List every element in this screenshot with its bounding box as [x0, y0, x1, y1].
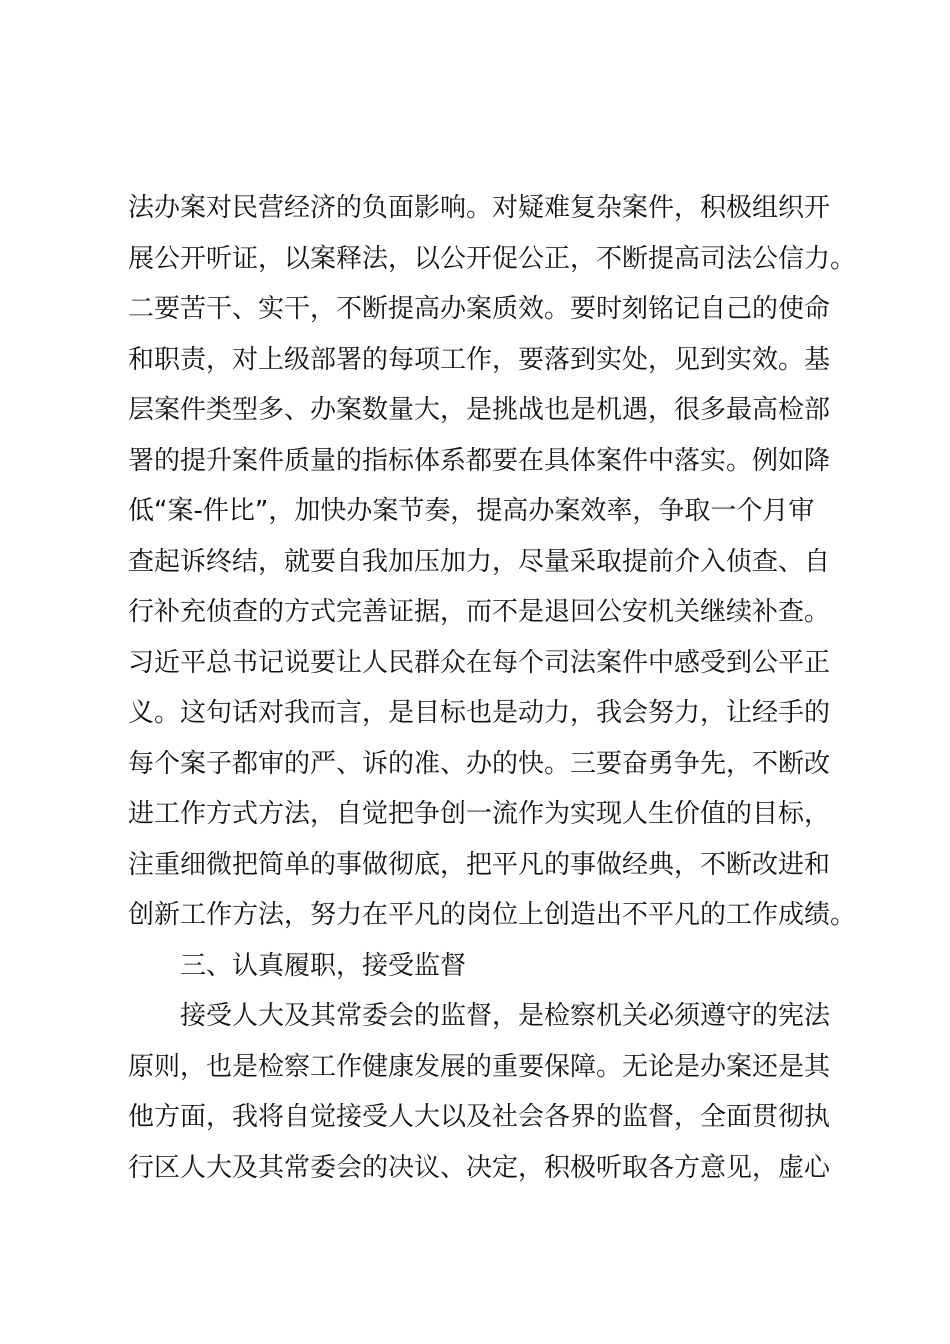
text-line: 注重细微把简单的事做彻底，把平凡的事做经典，不断改进和 [128, 849, 831, 880]
text-line: 行区人大及其常委会的决议、决定，积极听取各方意见，虚心 [128, 1152, 831, 1183]
paragraph-first-line: 接受人大及其常委会的监督，是检察机关必须遵守的宪法 [180, 1001, 831, 1031]
text-line: 义。这句话对我而言，是目标也是动力，我会努力，让经手的 [128, 698, 831, 728]
text-line: 每个案子都审的严、诉的准、办的快。三要奋勇争先，不断改 [128, 748, 831, 779]
text-line: 署的提升案件质量的指标体系都要在具体案件中落实。例如降 [128, 445, 831, 476]
text-line: 法办案对民营经济的负面影响。对疑难复杂案件，积极组织开 [128, 193, 831, 223]
text-line: 原则，也是检察工作健康发展的重要保障。无论是办案还是其 [128, 1051, 831, 1082]
text-line: 低“案-件比”，加快办案节奏，提高办案效率，争取一个月审 [128, 496, 815, 526]
text-line: 查起诉终结，就要自我加压加力，尽量采取提前介入侦查、自 [128, 546, 831, 577]
section-heading: 三、认真履职，接受监督 [180, 950, 467, 981]
text-line: 层案件类型多、办案数量大，是挑战也是机遇，很多最高检部 [128, 395, 831, 425]
text-line: 行补充侦查的方式完善证据，而不是退回公安机关继续补查。 [128, 597, 831, 627]
text-line: 和职责，对上级部署的每项工作，要落到实处，见到实效。基 [128, 344, 831, 375]
text-line: 创新工作方法，努力在平凡的岗位上创造出不平凡的工作成绩。 [128, 900, 857, 930]
text-line: 二要苦干、实干，不断提高办案质效。要时刻铭记自己的使命 [128, 294, 831, 324]
text-line: 习近平总书记说要让人民群众在每个司法案件中感受到公平正 [128, 647, 831, 678]
body-text [128, 183, 857, 1193]
text-line: 他方面，我将自觉接受人大以及社会各界的监督，全面贯彻执 [128, 1102, 831, 1132]
text-line: 展公开听证，以案释法，以公开促公正，不断提高司法公信力。 [128, 243, 857, 274]
text-line: 进工作方式方法，自觉把争创一流作为实现人生价值的目标， [128, 799, 831, 829]
